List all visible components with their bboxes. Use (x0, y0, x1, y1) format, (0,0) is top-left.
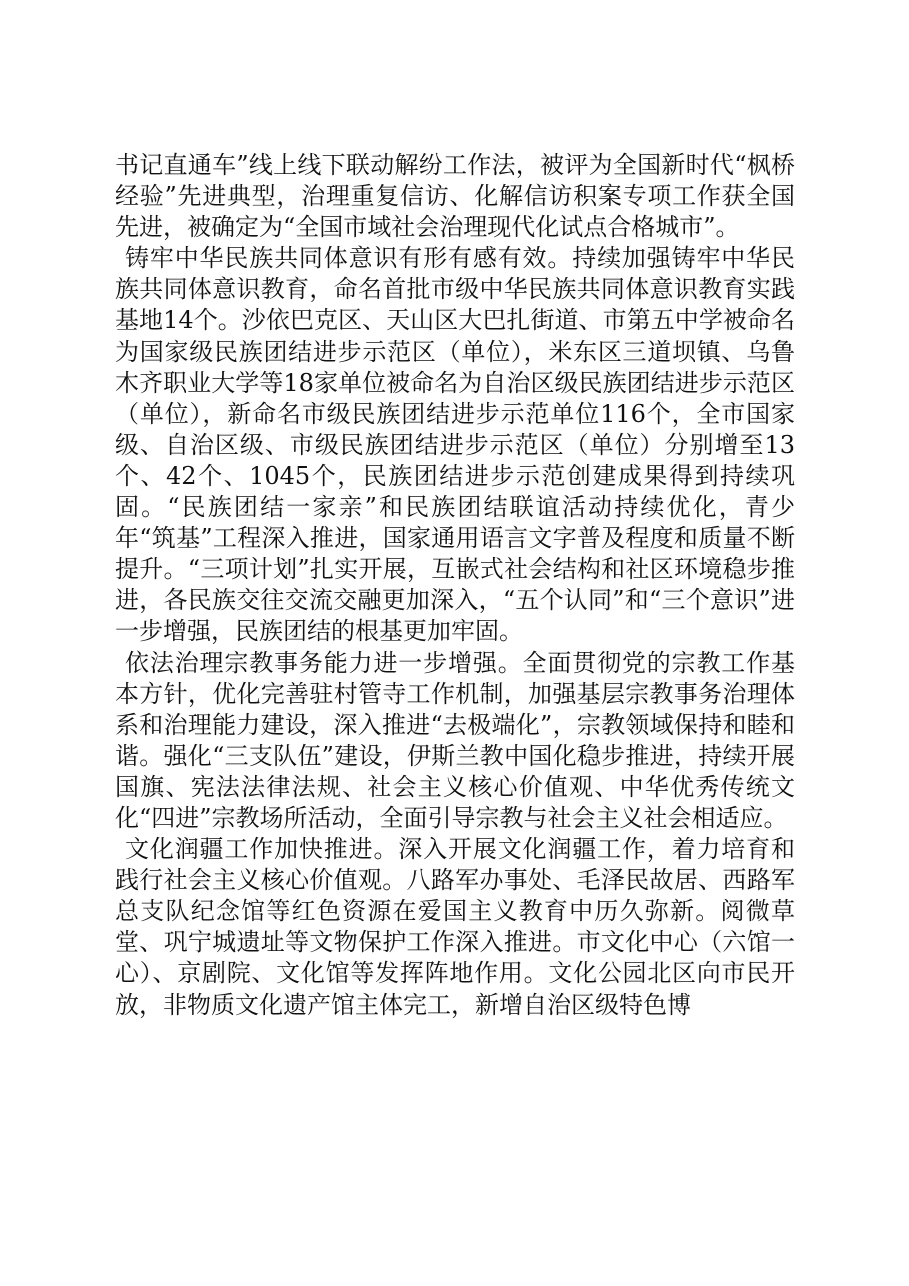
paragraph-cultural-work: 文化润疆工作加快推进。深入开展文化润疆工作，着力培育和践行社会主义核心价值观。八路军办事处、毛泽民故居、西路军总支队纪念馆等红色资源在爱国主义教育中历久弥新。阅微草堂、巩宁城遗址等文物保护工作深入推进。市文化中心（六馆一心）、京剧院、文化馆等发挥阵地作用。文化公园北区向市民开放，非物质文化遗产馆主体完工，新增自治区级特色博 (115, 835, 795, 1019)
document-body (115, 150, 795, 1021)
paragraph-social-governance: 书记直通车”线上线下联动解纷工作法，被评为全国新时代“枫桥经验”先进典型，治理重复信访、化解信访积案专项工作获全国先进，被确定为“全国市域社会治理现代化试点合格城市”。 (115, 151, 795, 242)
paragraph-ethnic-unity: 铸牢中华民族共同体意识有形有感有效。持续加强铸牢中华民族共同体意识教育，命名首批市级中华民族共同体意识教育实践基地14个。沙依巴克区、天山区大巴扎街道、市第五中学被命名为国家级民族团结进步示范区（单位），米东区三道坝镇、乌鲁木齐职业大学等18家单位被命名为自治区级民族团结进步示范区（单位），新命名市级民族团结进步示范单位116个，全市国家级、自治区级、市级民族团结进步示范区（单位）分别增至13个、42个、1045个，民族团结进步示范创建成果得到持续巩固。“民族团结一家亲”和民族团结联谊活动持续优化，青少年“筑基”工程深入推进，国家通用语言文字普及程度和质量不断提升。“三项计划”扎实开展，互嵌式社会结构和社区环境稳步推进，各民族交往交流交融更加深入，“五个认同”和“三个意识”进一步增强，民族团结的根基更加牢固。 (115, 244, 795, 646)
paragraph-religious-affairs: 依法治理宗教事务能力进一步增强。全面贯彻党的宗教工作基本方针，优化完善驻村管寺工作机制，加强基层宗教事务治理体系和治理能力建设，深入推进“去极端化”，宗教领域保持和睦和谐。强化“三支队伍”建设，伊斯兰教中国化稳步推进，持续开展国旗、宪法法律法规、社会主义核心价值观、中华优秀传统文化“四进”宗教场所活动，全面引导宗教与社会主义社会相适应。 (115, 648, 795, 832)
